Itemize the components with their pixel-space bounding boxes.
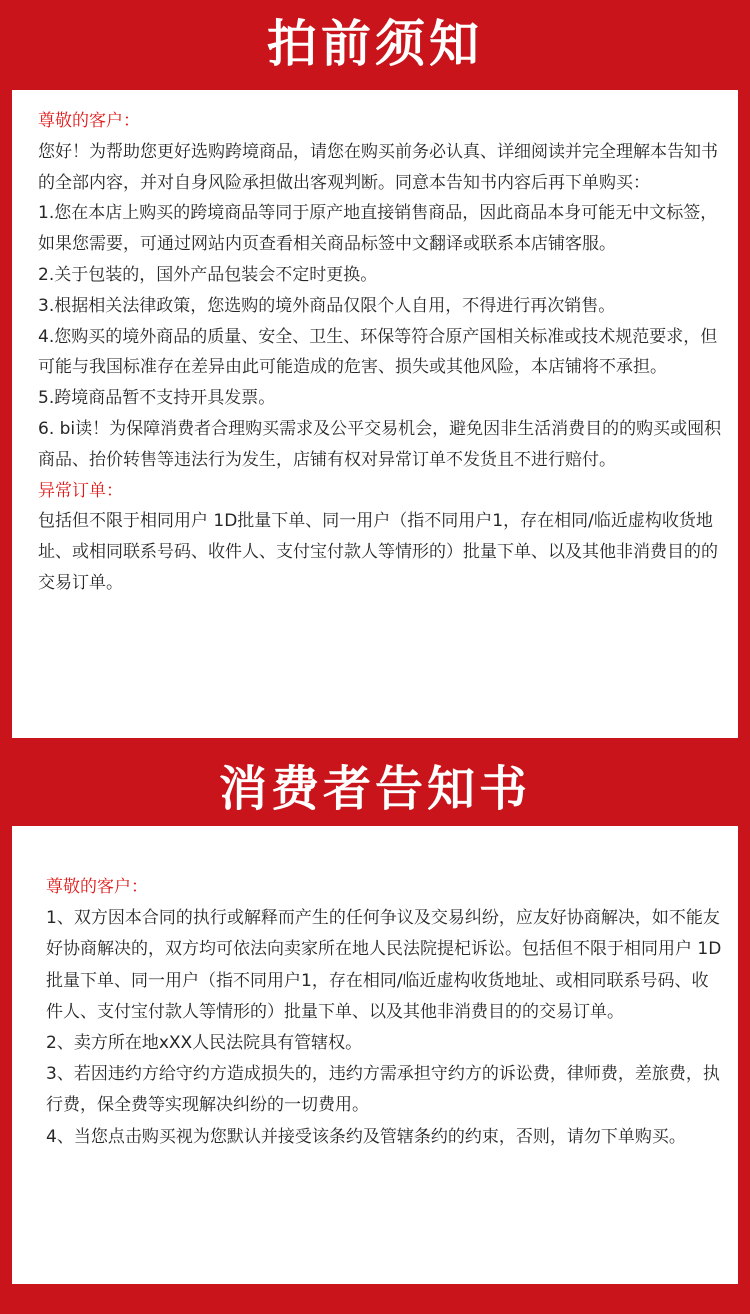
section2-item-1: 1、双方因本合同的执行或解释而产生的任何争议及交易纠纷，应友好协商解决，如不能友好协商解决的，双方均可依法向卖家所在地人民法院提杞诉讼。包括但不限于相同用户 1D批量下单、同一用户（指不同用户1，存在相同/临近虚构收货地址、或相同联系号码、收件人、支付宝付款人等情形的）批量下单、以及其他非消费目的的交易订单。: [46, 908, 722, 1022]
section2-greeting: 尊敬的客户：: [46, 877, 148, 897]
section1-item-3: 3.根据相关法律政策，您选购的境外商品仅限个人自用，不得进行再次销售。: [38, 295, 616, 316]
section1-intro: 您好！为帮助您更好选购跨境商品，请您在购买前务必认真、详细阅读并完全理解本告知书的全部内容，并对自身风险承担做出客观判断。同意本告知书内容后再下单购买：: [38, 141, 718, 193]
abnormal-order-heading: 异常订单：: [38, 480, 123, 501]
consumer-notice-panel: [12, 826, 738, 1284]
abnormal-order-text: 包括但不限于相同用户 1D批量下单、同一用户（指不同用户1，存在相同/临近虚构收货地址、或相同联系号码、收件人、支付宝付款人等情形的）批量下单、以及其他非消费目的的交易订单。: [38, 511, 718, 593]
section2-title: 消费者告知书: [218, 761, 531, 817]
section2-item-3: 3、若因违约方给守约方造成损失的，违约方需承担守约方的诉讼费，律师费，差旅费，执行费，保全费等实现解决纠纷的一切费用。: [46, 1064, 720, 1116]
section1-item-1: 1.您在本店上购买的跨境商品等同于原产地直接销售商品，因此商品本身可能无中文标签，如果您需要，可通过网站内页查看相关商品标签中文翻译或联系本店铺客服。: [38, 203, 718, 255]
section2-item-4: 4、当您点击购买视为您默认并接受该条约及管辖条约的约束，否则，请勿下单购买。: [46, 1126, 686, 1147]
section1-item-5: 5.跨境商品暂不支持开具发票。: [38, 388, 276, 409]
section1-greeting: 尊敬的客户：: [38, 111, 140, 131]
section1-item-2: 2.关于包装的，国外产品包装会不定时更换。: [38, 264, 378, 285]
section1-item-4: 4.您购买的境外商品的质量、安全、卫生、环保等符合原产国相关标准或技术规范要求，但可能与我国标准存在差异由此可能造成的危害、损失或其他风险，本店铺将不承担。: [38, 326, 718, 378]
section2-item-2: 2、卖方所在地xXX人民法院具有管辖权。: [46, 1033, 363, 1054]
section1-item-6: 6. bi读！为保障消费者合理购买需求及公平交易机会，避免因非生活消费目的的购买或囤积商品、抬价转售等违法行为发生，店铺有权对异常订单不发货且不进行赔付。: [38, 418, 722, 470]
section1-title: 拍前须知: [267, 15, 483, 73]
pre-purchase-notice-panel: [12, 90, 738, 738]
